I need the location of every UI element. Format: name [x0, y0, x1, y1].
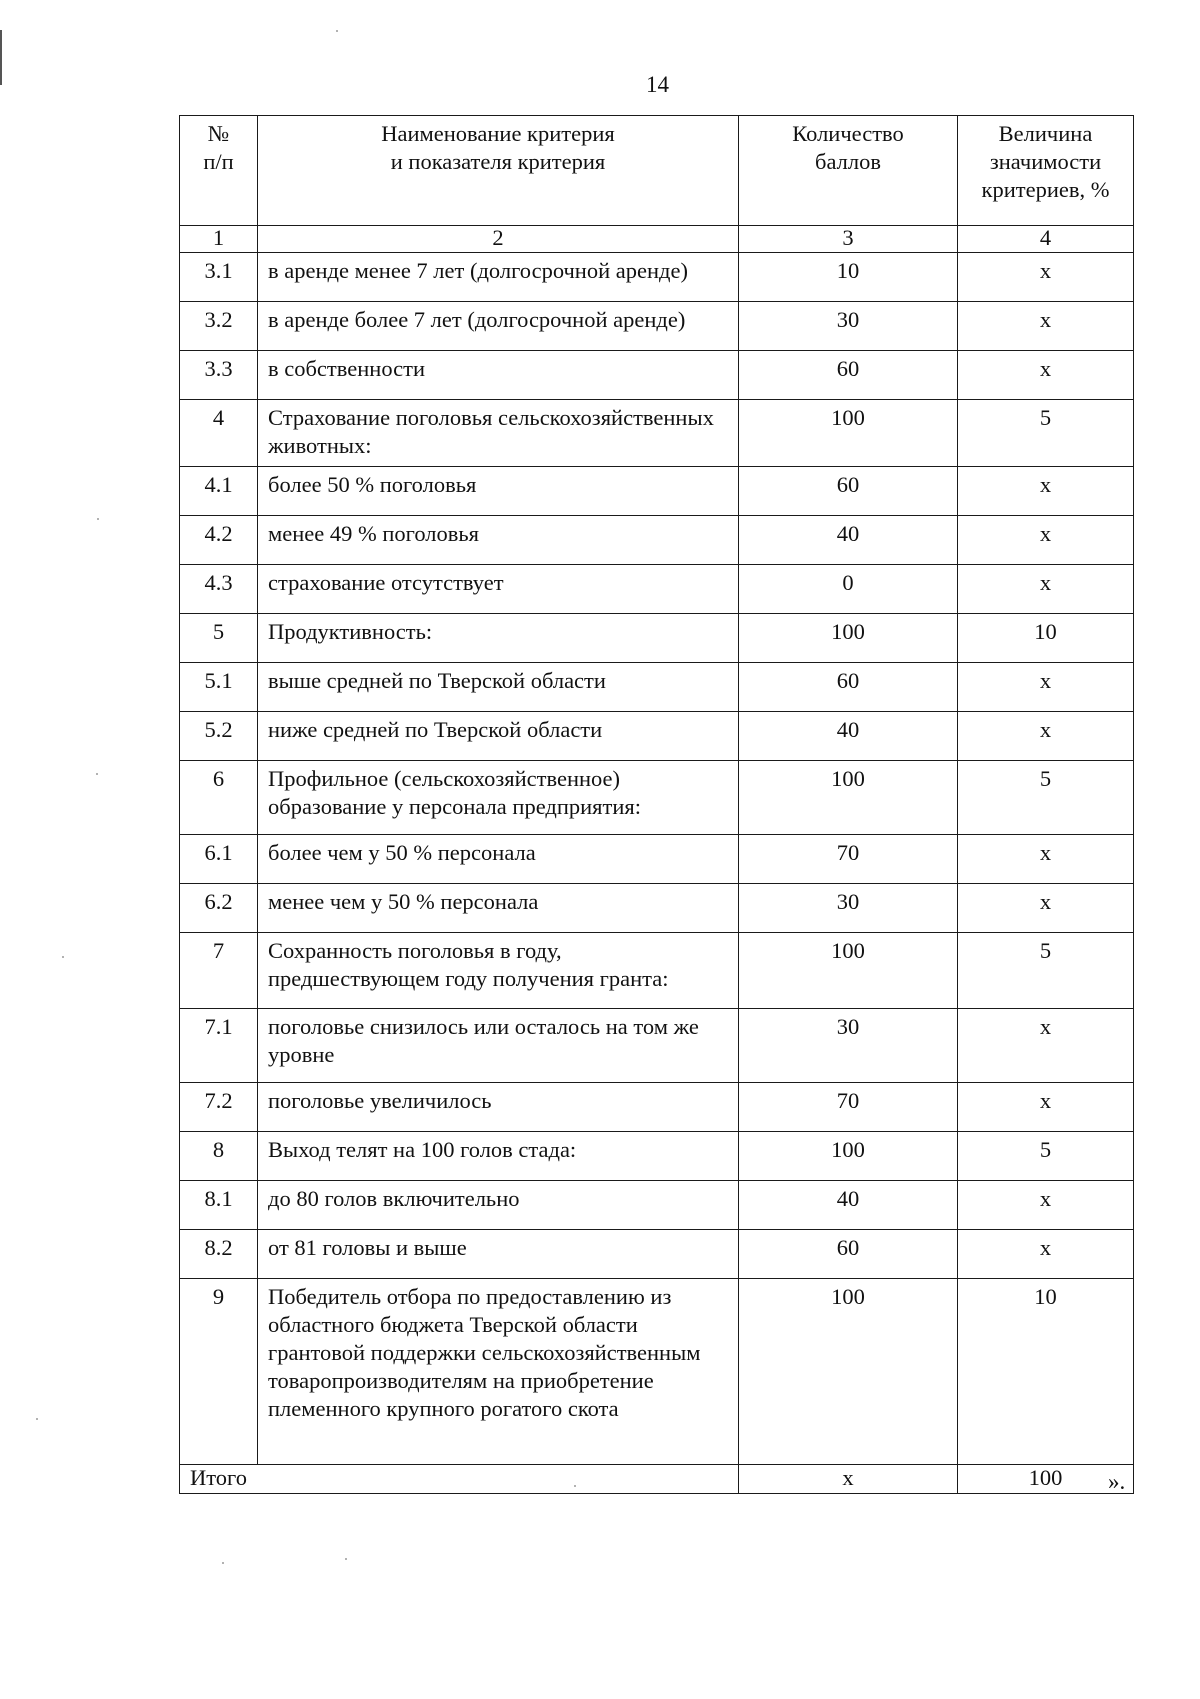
row-number: 6 — [180, 761, 258, 835]
row-number: 5.1 — [180, 663, 258, 712]
header-criterion-line2: и показателя критерия — [390, 149, 606, 174]
row-criterion: Продуктивность: — [258, 614, 739, 663]
total-weight: 100 — [958, 1465, 1134, 1494]
row-criterion: выше средней по Тверской области — [258, 663, 739, 712]
row-number: 7.2 — [180, 1083, 258, 1132]
total-points: x — [739, 1465, 958, 1494]
scan-speck — [336, 30, 338, 32]
header-criterion-line1: Наименование критерия — [381, 121, 615, 146]
row-weight: x — [958, 302, 1134, 351]
column-number: 4 — [958, 226, 1134, 253]
row-weight: 5 — [958, 1132, 1134, 1181]
row-number: 3.3 — [180, 351, 258, 400]
row-criterion: Сохранность поголовья в году, предшествующем году получения гранта: — [258, 933, 739, 1009]
row-criterion: Профильное (сельскохозяйственное) образование у персонала предприятия: — [258, 761, 739, 835]
row-points: 60 — [739, 467, 958, 516]
header-number-abbr: п/п — [203, 149, 234, 174]
page-number: 14 — [646, 72, 669, 97]
row-points: 70 — [739, 1083, 958, 1132]
row-weight: x — [958, 1230, 1134, 1279]
table-row — [180, 614, 1134, 663]
row-criterion: поголовье снизилось или осталось на том же уровне — [258, 1009, 739, 1083]
table-header-row — [180, 116, 1134, 226]
scan-speck — [345, 1558, 347, 1560]
column-number-row — [180, 226, 1134, 253]
row-number: 7.1 — [180, 1009, 258, 1083]
row-points: 30 — [739, 1009, 958, 1083]
row-weight: 10 — [958, 614, 1134, 663]
row-number: 8.1 — [180, 1181, 258, 1230]
table-row — [180, 663, 1134, 712]
row-weight: x — [958, 516, 1134, 565]
row-criterion: в собственности — [258, 351, 739, 400]
total-row — [180, 1465, 1134, 1494]
row-points: 60 — [739, 663, 958, 712]
row-weight: 10 — [958, 1279, 1134, 1465]
column-number: 2 — [258, 226, 739, 253]
row-points: 70 — [739, 835, 958, 884]
row-points: 30 — [739, 302, 958, 351]
row-points: 100 — [739, 933, 958, 1009]
row-points: 40 — [739, 516, 958, 565]
row-number: 9 — [180, 1279, 258, 1465]
row-weight: x — [958, 565, 1134, 614]
row-weight: 5 — [958, 933, 1134, 1009]
header-weight-line1: Величина — [998, 121, 1093, 146]
header-number — [180, 116, 258, 226]
header-weight-line3: критериев, % — [981, 177, 1110, 202]
row-points: 100 — [739, 1132, 958, 1181]
scan-speck — [96, 773, 98, 775]
row-weight: x — [958, 884, 1134, 933]
row-criterion: Страхование поголовья сельскохозяйственных животных: — [258, 400, 739, 467]
row-points: 30 — [739, 884, 958, 933]
row-criterion: от 81 головы и выше — [258, 1230, 739, 1279]
header-points-line2: баллов — [815, 149, 881, 174]
table-row — [180, 835, 1134, 884]
row-points: 60 — [739, 351, 958, 400]
row-points: 60 — [739, 1230, 958, 1279]
table-row — [180, 1181, 1134, 1230]
header-number-sign: № — [207, 121, 230, 146]
table-row — [180, 400, 1134, 467]
scan-speck — [36, 1418, 38, 1420]
row-points: 10 — [739, 253, 958, 302]
row-criterion: в аренде менее 7 лет (долгосрочной аренде) — [258, 253, 739, 302]
row-number: 3.2 — [180, 302, 258, 351]
table-row — [180, 253, 1134, 302]
table-row — [180, 933, 1134, 1009]
scan-speck — [222, 1562, 224, 1564]
row-points: 0 — [739, 565, 958, 614]
column-number: 3 — [739, 226, 958, 253]
row-weight: x — [958, 1009, 1134, 1083]
row-number: 4.3 — [180, 565, 258, 614]
row-criterion: страхование отсутствует — [258, 565, 739, 614]
row-number: 4.2 — [180, 516, 258, 565]
table-row — [180, 1083, 1134, 1132]
row-criterion: ниже средней по Тверской области — [258, 712, 739, 761]
row-weight: x — [958, 351, 1134, 400]
scan-speck — [62, 956, 64, 958]
table-row — [180, 351, 1134, 400]
total-label: Итого — [180, 1465, 739, 1494]
row-number: 5 — [180, 614, 258, 663]
table-row — [180, 761, 1134, 835]
row-criterion: Выход телят на 100 голов стада: — [258, 1132, 739, 1181]
row-criterion: более 50 % поголовья — [258, 467, 739, 516]
table-row — [180, 1132, 1134, 1181]
row-number: 3.1 — [180, 253, 258, 302]
row-number: 8 — [180, 1132, 258, 1181]
row-number: 4 — [180, 400, 258, 467]
table-row — [180, 1009, 1134, 1083]
table-row — [180, 712, 1134, 761]
row-number: 7 — [180, 933, 258, 1009]
table-row — [180, 1279, 1134, 1465]
row-criterion: менее чем у 50 % персонала — [258, 884, 739, 933]
row-number: 4.1 — [180, 467, 258, 516]
row-weight: x — [958, 663, 1134, 712]
row-number: 8.2 — [180, 1230, 258, 1279]
row-points: 100 — [739, 1279, 958, 1465]
row-criterion: более чем у 50 % персонала — [258, 835, 739, 884]
row-number: 6.2 — [180, 884, 258, 933]
row-points: 100 — [739, 614, 958, 663]
row-points: 100 — [739, 761, 958, 835]
table-row — [180, 565, 1134, 614]
column-number: 1 — [180, 226, 258, 253]
row-points: 100 — [739, 400, 958, 467]
criteria-table — [179, 115, 1134, 1494]
row-weight: x — [958, 835, 1134, 884]
row-points: 40 — [739, 712, 958, 761]
row-weight: x — [958, 253, 1134, 302]
row-criterion: в аренде более 7 лет (долгосрочной аренде) — [258, 302, 739, 351]
header-points — [739, 116, 958, 226]
row-number: 5.2 — [180, 712, 258, 761]
row-weight: x — [958, 712, 1134, 761]
table-row — [180, 516, 1134, 565]
row-criterion: поголовье увеличилось — [258, 1083, 739, 1132]
header-points-line1: Количество — [792, 121, 904, 146]
table-row — [180, 1230, 1134, 1279]
row-weight: x — [958, 1181, 1134, 1230]
row-criterion: до 80 голов включительно — [258, 1181, 739, 1230]
table-row — [180, 302, 1134, 351]
table-row — [180, 884, 1134, 933]
scan-speck — [97, 518, 99, 520]
scan-edge-mark — [0, 30, 2, 85]
row-points: 40 — [739, 1181, 958, 1230]
table-row — [180, 467, 1134, 516]
row-weight: 5 — [958, 400, 1134, 467]
row-criterion: менее 49 % поголовья — [258, 516, 739, 565]
closing-quote-mark: ». — [1108, 1469, 1126, 1494]
row-weight: x — [958, 467, 1134, 516]
header-weight — [958, 116, 1134, 226]
header-weight-line2: значимости — [989, 149, 1102, 174]
row-weight: x — [958, 1083, 1134, 1132]
scan-speck — [574, 1485, 576, 1487]
row-criterion: Победитель отбора по предоставлению из областного бюджета Тверской области грантовой поддержки сельскохозяйственным товаропроизводителям на приобретение племенного крупного рогатого скота — [258, 1279, 739, 1465]
row-number: 6.1 — [180, 835, 258, 884]
row-weight: 5 — [958, 761, 1134, 835]
header-criterion-name — [258, 116, 739, 226]
